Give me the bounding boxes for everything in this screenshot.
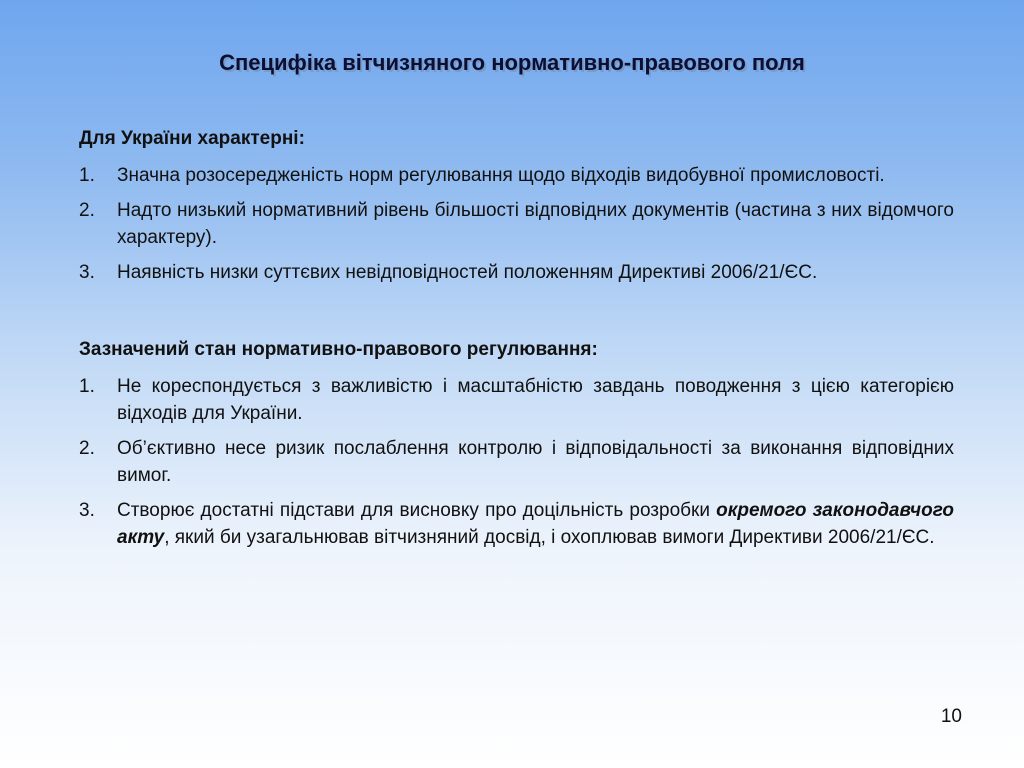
- list-item-text-start: Створює достатні підстави для висновку про доцільність розробки: [117, 500, 717, 521]
- list-item-number: 3.: [79, 500, 95, 521]
- list-item: [79, 197, 954, 251]
- list-item-text: Наявність низки суттєвих невідповідностей положенням Директиві 2006/21/ЄС.: [117, 262, 818, 283]
- list-item-text: Об’єктивно несе ризик послаблення контролю і відповідальності за виконання відповідних вимог.: [117, 438, 954, 486]
- slide-content: [79, 125, 954, 559]
- list-item: [79, 259, 954, 286]
- section-spacer: [79, 294, 954, 336]
- list-item: [79, 497, 954, 551]
- list-item-number: 1.: [79, 165, 95, 186]
- list-item-text: Надто низький нормативний рівень більшості відповідних документів (частина з них відомчого характеру).: [117, 200, 954, 248]
- list-item: [79, 373, 954, 427]
- list-item-number: 2.: [79, 200, 95, 221]
- page-number: 10: [940, 706, 962, 727]
- list-item-text: Значна розосередженість норм регулювання щодо відходів видобувної промисловості.: [117, 165, 885, 186]
- list-item-text: [117, 497, 954, 551]
- list-item: [79, 435, 954, 489]
- list-item-number: 1.: [79, 376, 95, 397]
- slide-title: Специфіка вітчизняного нормативно-правового поля: [219, 50, 805, 75]
- list-item-text-end: , який би узагальнював вітчизняний досвід, і охоплював вимоги Директиви 2006/21/ЄС.: [164, 527, 935, 548]
- section-heading-characteristics: Для України характерні:: [79, 128, 305, 149]
- list-item-number: 3.: [79, 262, 95, 283]
- list-item: [79, 162, 954, 189]
- list-item-text: Не кореспондується з важливістю і масштабністю завдань поводження з цією категорією відходів для України.: [117, 376, 954, 424]
- emphasized-term: окремого законодавчого акту: [117, 500, 954, 548]
- list-item-number: 2.: [79, 438, 95, 459]
- section-heading-regulation-state: Зазначений стан нормативно-правового регулювання:: [79, 339, 598, 360]
